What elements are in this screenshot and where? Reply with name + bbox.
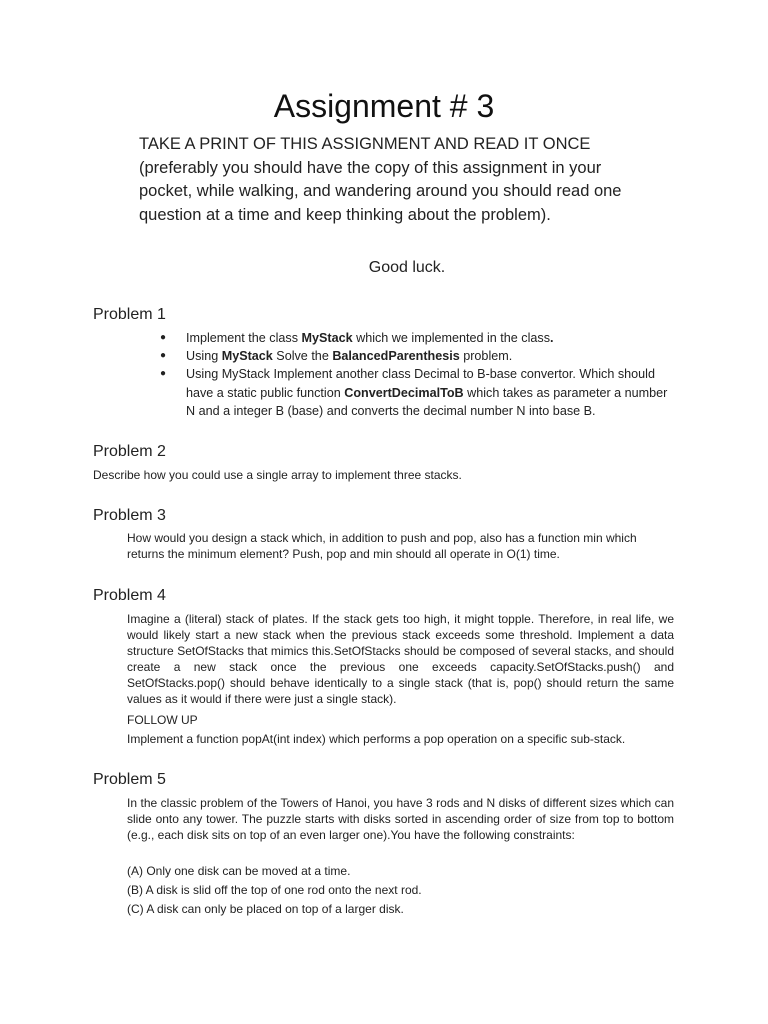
problem-3-heading: Problem 3 [93, 507, 166, 524]
problem-1-bullet-3 [158, 365, 678, 420]
text-span: . [550, 331, 554, 345]
problem-2-text: Describe how you could use a single array to implement three stacks. [93, 468, 462, 482]
problem-1-list [158, 329, 678, 420]
text-span: which we implemented in the class [352, 331, 551, 345]
problem-1-heading: Problem 1 [93, 306, 166, 323]
text-span: Solve the [272, 349, 333, 364]
problem-4-heading: Problem 4 [93, 587, 166, 604]
follow-up-label: FOLLOW UP [127, 713, 198, 727]
page-title: Assignment # 3 [273, 88, 495, 124]
text-span: Using MyStack Implement another class Decimal to B-base convertor. Which should have a static public function [186, 367, 655, 400]
function-name: ConvertDecimalToB [344, 385, 464, 400]
constraint-a: (A) Only one disk can be moved at a time. [127, 864, 351, 878]
text-span: problem. [459, 349, 513, 364]
problem-1-bullet-1 [158, 329, 678, 347]
problem-name: BalancedParenthesis [332, 349, 460, 364]
text-span: which takes as parameter a number N and a integer B (base) and converts the decimal number N into base B. [186, 385, 668, 418]
problem-5-text: In the classic problem of the Towers of Hanoi, you have 3 rods and N disks of different sizes which can slide onto any tower. The puzzle starts with disks sorted in ascending order of size from top to bottom (e.g., each disk sits on top of an even larger one).You have the following constraints: [127, 796, 674, 843]
good-luck-text: Good luck. [368, 259, 446, 276]
problem-2-heading: Problem 2 [93, 443, 166, 460]
class-name-mystack: MyStack [221, 349, 273, 364]
constraint-c: (C) A disk can only be placed on top of a larger disk. [127, 902, 404, 916]
intro-paragraph: TAKE A PRINT OF THIS ASSIGNMENT AND READ IT ONCE (preferably you should have the copy of this assignment in your pocket, while walking, and wandering around you should read one question at a time and keep thinking about the problem). [139, 135, 622, 225]
problem-3-text: How would you design a stack which, in addition to push and pop, also has a function min which returns the minimum element? Push, pop and min should all operate in O(1) time. [127, 531, 637, 562]
text-span: Implement the class [186, 331, 302, 345]
problem-4-text: Imagine a (literal) stack of plates. If the stack gets too high, it might topple. Therefore, in real life, we would likely start a new stack when the previous stack exceeds some threshold. Implement a data structure SetOfStacks that mimics this.SetOfStacks should be composed of several stacks, and should create a new stack once the previous one exceeds capacity.SetOfStacks.push() and SetOfStacks.pop() should behave identically to a single stack (that is, pop() should return the same values as it would if there were just a single stack). [127, 612, 674, 707]
constraint-b: (B) A disk is slid off the top of one rod onto the next rod. [127, 883, 422, 897]
problem-1-bullet-2 [158, 347, 678, 365]
class-name-mystack: MyStack [301, 331, 353, 345]
text-span: Using [186, 349, 222, 364]
follow-up-text: Implement a function popAt(int index) which performs a pop operation on a specific sub-stack. [127, 732, 626, 746]
problem-5-heading: Problem 5 [93, 771, 166, 788]
